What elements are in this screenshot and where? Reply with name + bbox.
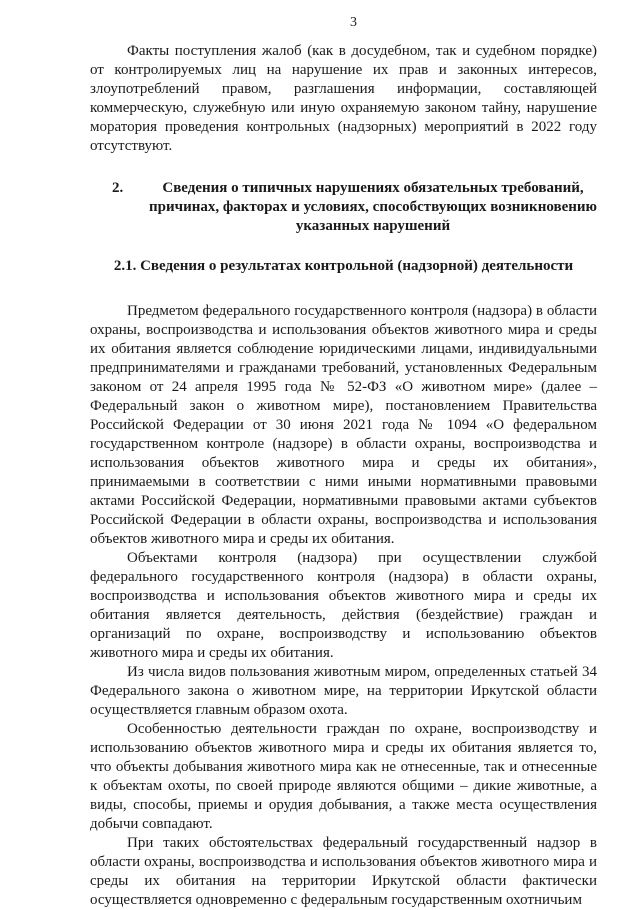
paragraph-circumstances: При таких обстоятельствах федеральный государственный надзор в области охраны, воспроизводства и использования объектов животного мира и среды их обитания на территории Иркутской области фактически осуществляется одновременно с федеральным государственным охотничьим — [90, 835, 597, 908]
section-title: Сведения о типичных нарушениях обязательных требований, причинах, факторах и условиях, способствующих возникновению указанных нарушений — [149, 180, 597, 234]
intro-paragraph: Факты поступления жалоб (как в досудебном, так и судебном порядке) от контролируемых лиц на нарушение их прав и законных интересов, злоупотреблений правом, разглашения информации, составляющей коммерческую, служебную или иную охраняемую законом тайну, нарушение моратория проведения контрольных (надзорных) мероприятий в 2022 году отсутствуют. — [90, 43, 597, 154]
paragraph-feature: Особенностью деятельности граждан по охране, воспроизводству и использованию объектов животного мира и среды их обитания является то, что объекты добывания животного мира как не отнесенные, так и отнесенные к объектам охоты, по своей природе являются общими – дикие животные, а виды, способы, приемы и орудия добывания, а также места осуществления добычи совпадают. — [90, 721, 597, 832]
subsection-heading: 2.1. Сведения о результатах контрольной (надзорной) деятельности — [113, 258, 574, 274]
section-number: 2. — [112, 180, 124, 196]
section-heading — [90, 179, 597, 236]
paragraph-subject: Предметом федерального государственного контроля (надзора) в области охраны, воспроизводства и использования объектов животного мира и среды их обитания является соблюдение юридическими лицами, индивидуальными предпринимателями и гражданами требований, установленных Федеральным законом от 24 апреля 1995 года № 52-ФЗ «О животном мире» (далее – Федеральный закон о животном мире), постановлением Правительства Российской Федерации от 30 июня 2021 года № 1094 «О федеральном государственном контроле (надзоре) в области охраны, воспроизводства и использования объектов животного мира и среды их обитания», принимаемыми в соответствии с ними иными нормативными правовыми актами Российской Федерации, нормативными правовыми актами субъектов Российской Федерации в области охраны, воспроизводства и использования объектов животного мира и среды их обитания. — [90, 303, 597, 547]
paragraph-objects: Объектами контроля (надзора) при осуществлении службой федерального государственного контроля (надзора) в области охраны, воспроизводства и использования объектов животного мира и среды их обитания является деятельность, действия (бездействие) граждан и организаций по охране, воспроизводству и использованию объектов животного мира и среды их обитания. — [90, 550, 597, 661]
paragraph-hunting: Из числа видов пользования животным миром, определенных статьей 34 Федерального закона о животном мире, на территории Иркутской области осуществляется главным образом охота. — [90, 664, 597, 718]
page-number: 3 — [350, 15, 357, 30]
